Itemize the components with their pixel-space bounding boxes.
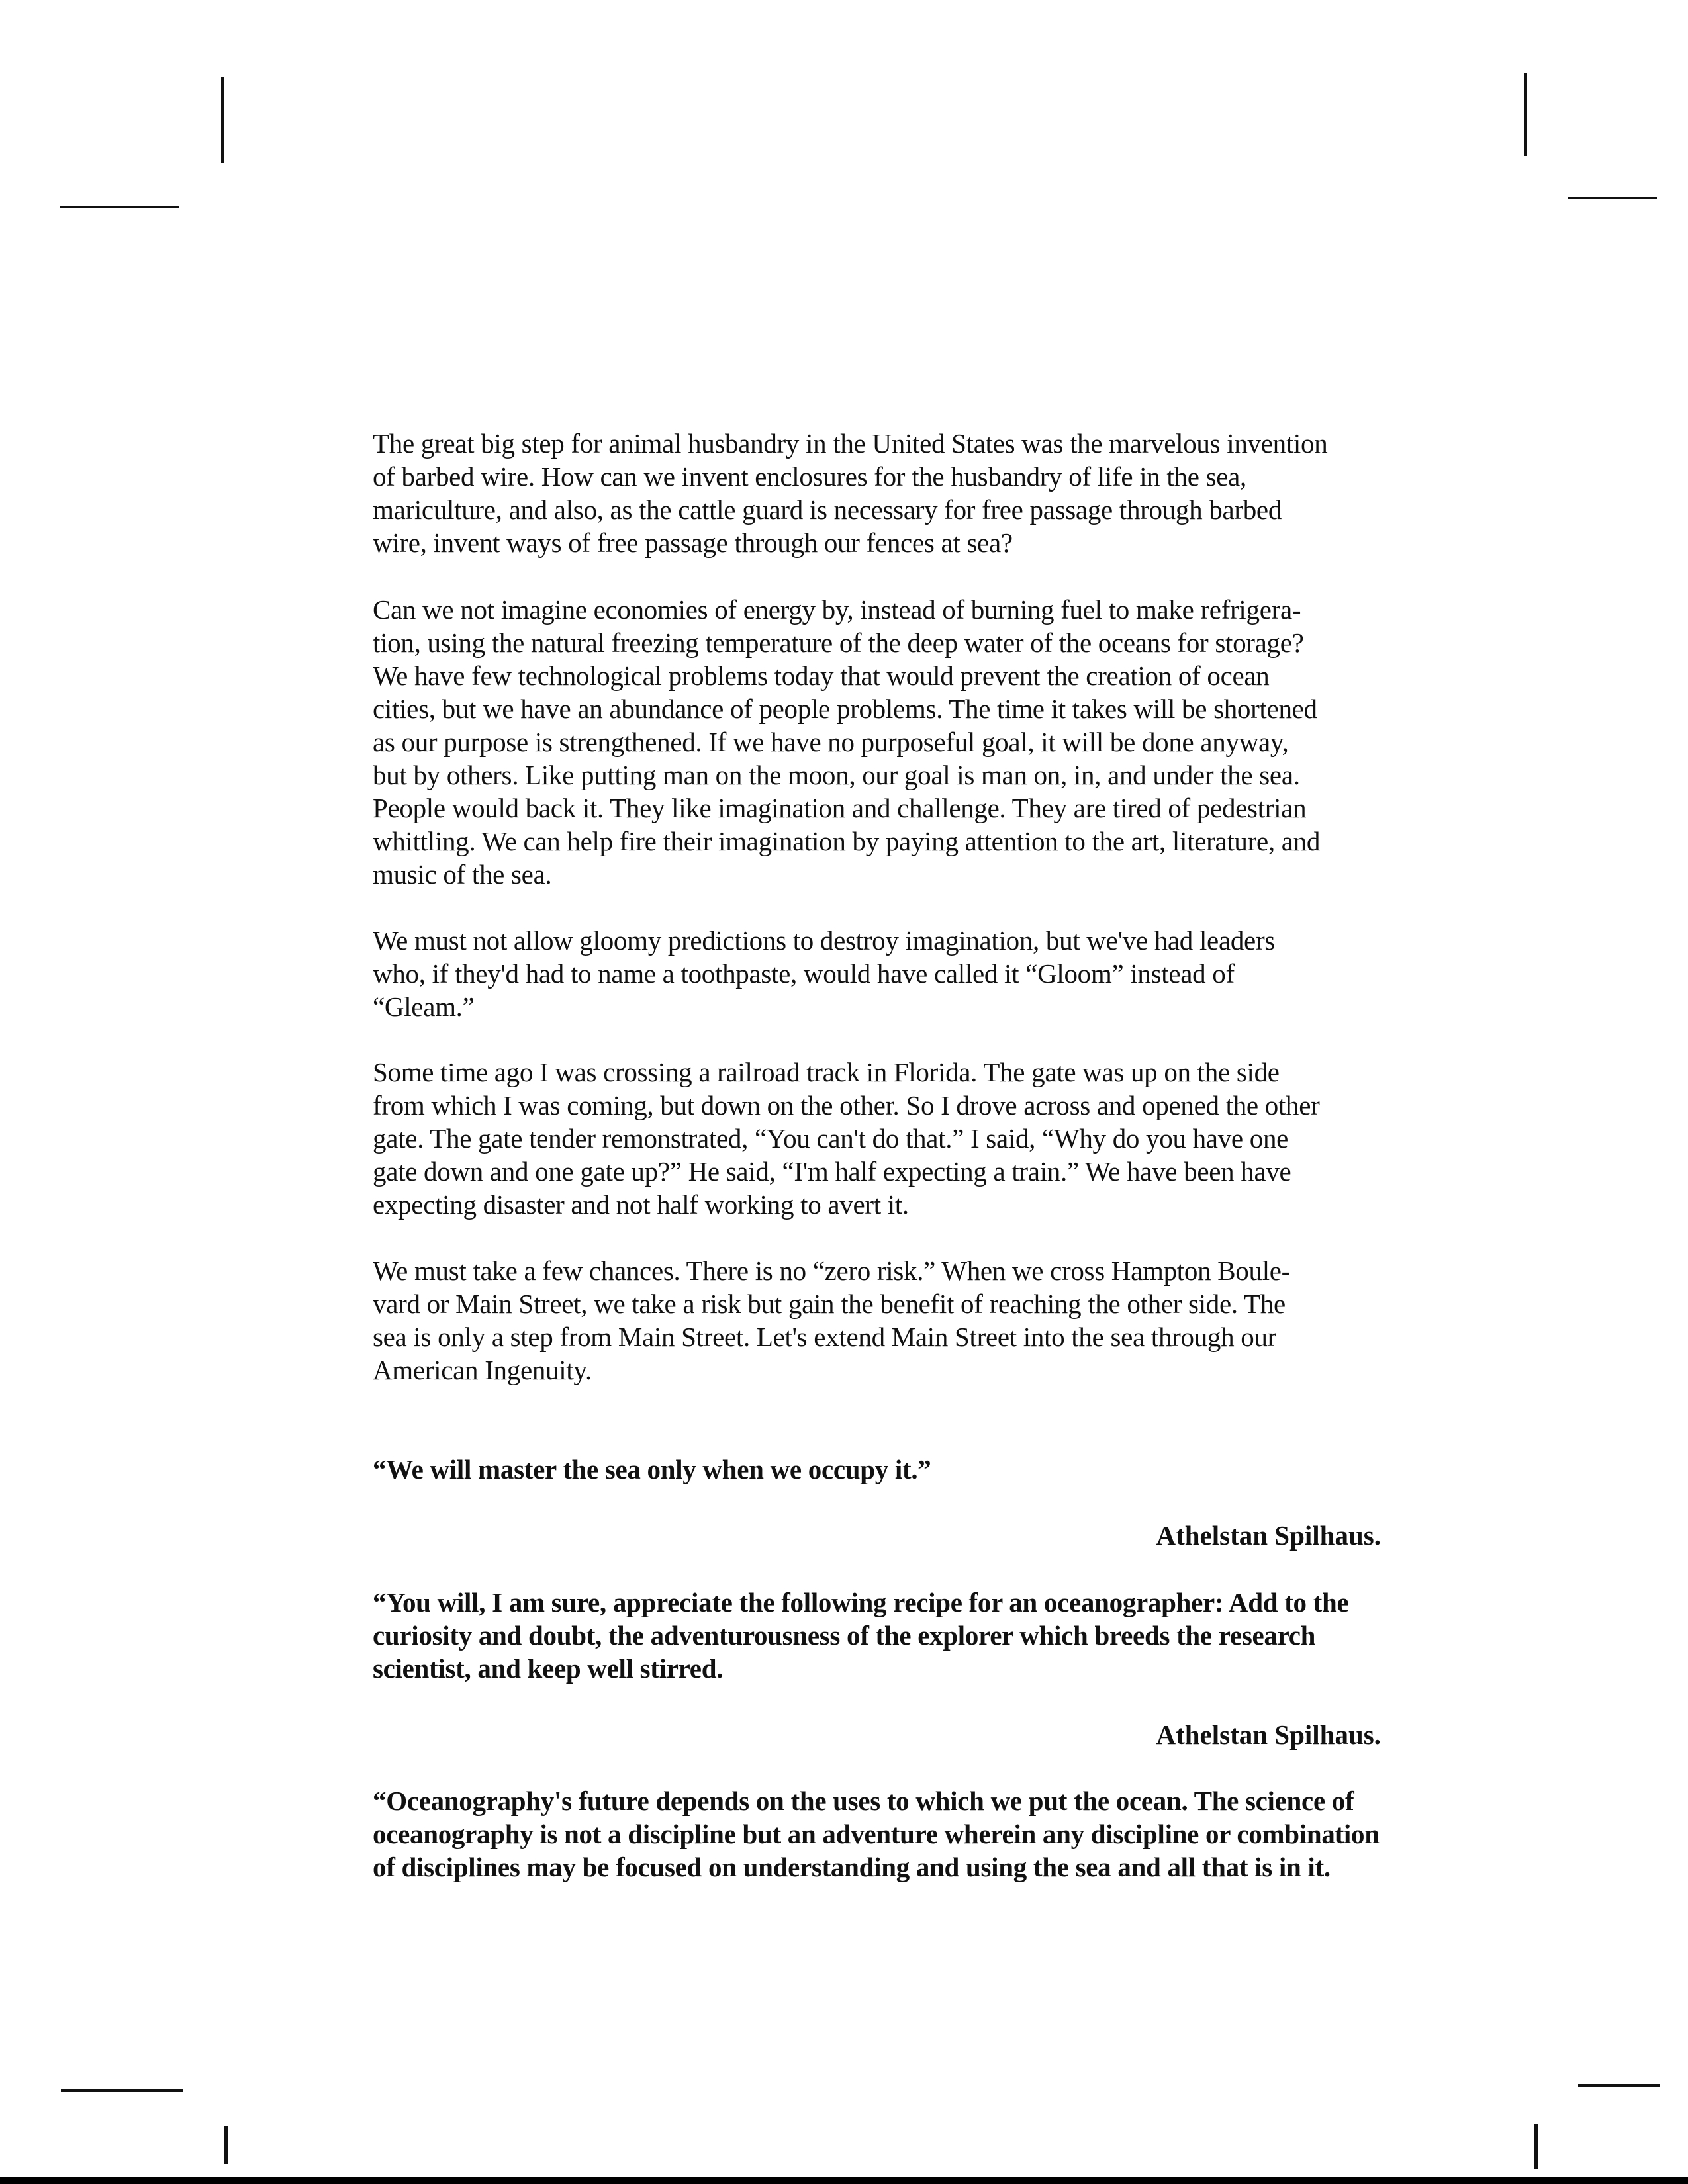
- crop-mark-top-left-horizontal: [60, 206, 179, 208]
- crop-mark-bottom-right-vertical: [1534, 2124, 1538, 2169]
- crop-mark-bottom-right-horizontal: [1578, 2084, 1660, 2087]
- body-paragraph: Some time ago I was crossing a railroad track in Florida. The gate was up on the side from which I was coming, but down on the other. So I drove across and opened the other gate. The gate tender remonstrated, “You can't do that.” I said, “Why do you have one gate down and one gate up?” He said, “I'm half expecting a train.” We have been have expecting disaster and not half working to avert it.: [373, 1057, 1320, 1220]
- quote: “Oceanography's future depends on the uses to which we put the ocean. The science of oceanography is not a discipline but an adventure wherein any discipline or combination of disciplines may be focused on understanding and using the sea and all that is in it.: [373, 1786, 1380, 1882]
- body-paragraph: The great big step for animal husbandry in the United States was the marvelous invention of barbed wire. How can we invent enclosures for the husbandry of life in the sea, mariculture, and also, as the cattle guard is necessary for free passage through barbed wire, invent ways of free passage through our fences at sea?: [373, 428, 1328, 558]
- crop-mark-top-right-vertical: [1524, 73, 1527, 156]
- crop-mark-top-right-horizontal: [1568, 197, 1657, 199]
- quote-attribution: Athelstan Spilhaus.: [1156, 1719, 1381, 1750]
- body-paragraph: We must take a few chances. There is no “zero risk.” When we cross Hampton Boule- vard or Main Street, we take a risk but gain the benefit of reaching the other side. The sea is only a step from Main Street. Let's extend Main Street into the sea through our American Ingenuity.: [373, 1255, 1291, 1385]
- crop-mark-top-left-vertical: [221, 77, 224, 163]
- scan-bottom-edge: [0, 2177, 1688, 2184]
- quote: “We will master the sea only when we occupy it.”: [373, 1454, 931, 1484]
- body-paragraph: Can we not imagine economies of energy by, instead of burning fuel to make refrigera- tion, using the natural freezing temperature of the deep water of the oceans for storage? We have few technological problems today that would prevent the creation of ocean cities, but we have an abundance of people problems. The time it takes will be shortened as our purpose is strengthened. If we have no purposeful goal, it will be done anyway, but by others. Like putting man on the moon, our goal is man on, in, and under the sea. People would back it. They like imagination and challenge. They are tired of pedestrian whittling. We can help fire their imagination by paying attention to the art, literature, and music of the sea.: [373, 594, 1321, 889]
- crop-mark-bottom-left-horizontal: [61, 2089, 183, 2092]
- quote: “You will, I am sure, appreciate the following recipe for an oceanographer: Add to the curiosity and doubt, the adventurousness of the explorer which breeds the research scientist, and keep well stirred.: [373, 1587, 1349, 1684]
- body-paragraph: We must not allow gloomy predictions to destroy imagination, but we've had leaders who, if they'd had to name a toothpaste, would have called it “Gloom” instead of “Gleam.”: [373, 925, 1275, 1022]
- crop-mark-bottom-left-vertical: [224, 2126, 228, 2164]
- quote-attribution: Athelstan Spilhaus.: [1156, 1520, 1381, 1551]
